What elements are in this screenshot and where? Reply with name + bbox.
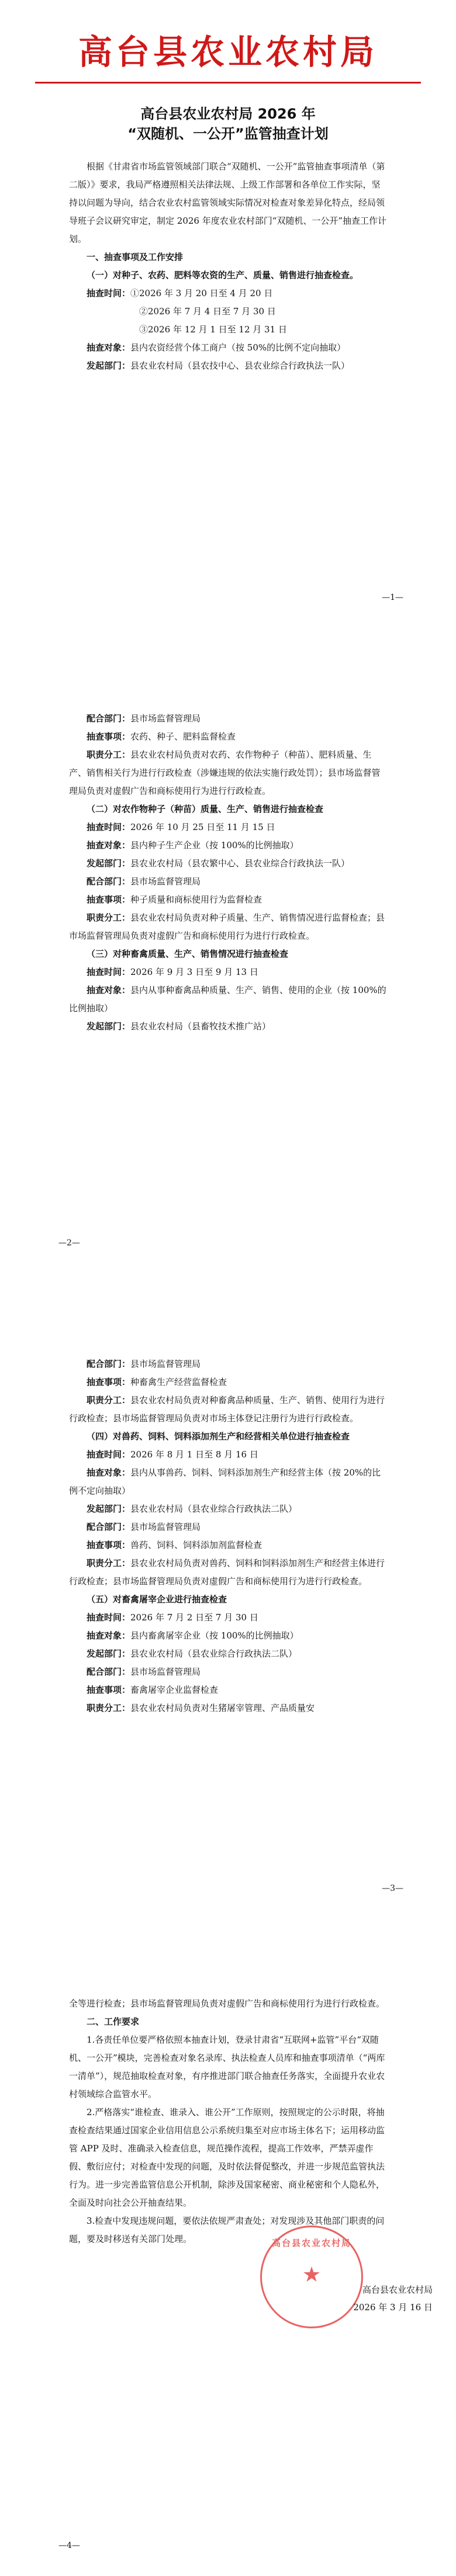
page-number-1: —1— xyxy=(382,593,403,602)
item-3-coop: 县市场监督管理局 xyxy=(130,1359,201,1369)
item-2-coop-label: 配合部门： xyxy=(87,876,131,887)
item-1-matter-label: 抽查事项： xyxy=(87,731,131,742)
item-3-initiator-label: 发起部门： xyxy=(87,1021,131,1032)
requirement-1: 1.各责任单位要严格依照本抽查计划，登录甘肃省“互联网+监管”平台“双随机、一公开”模块，完善检查对象名录库、执法检查人员库和抽查事项清单（“两库一清单”），规范抽取检查对象，有序推进部门联合抽查任务落实，全面提升农业农村领域综合监管水平。 xyxy=(69,2035,385,2099)
item-1-time-3: ③2026 年 12 月 1 日至 12 月 31 日 xyxy=(139,324,287,335)
section-1-heading: 一、抽查事项及工作安排 xyxy=(87,252,184,262)
item-3-object: 县内从事种畜禽品种质量、生产、销售、使用的企业（按 100%的比例抽取） xyxy=(69,985,386,1013)
item-2-initiator-label: 发起部门： xyxy=(87,858,131,869)
item-5-matter-label: 抽查事项： xyxy=(87,1685,131,1695)
seal-text: 高台县农业农村局 xyxy=(271,2238,351,2248)
item-5-coop-label: 配合部门： xyxy=(87,1667,131,1677)
item-5-initiator-label: 发起部门： xyxy=(87,1648,131,1659)
item-1-coop: 县市场监督管理局 xyxy=(130,713,201,724)
item-4-duty: 县农业农村局负责对兽药、饲料和饲料添加剂生产和经营主体进行行政检查；县市场监督管理局负责对虚假广告和商标使用行为进行行政检查。 xyxy=(69,1558,385,1586)
item-4-object-label: 抽查对象： xyxy=(87,1467,131,1478)
item-2-duty: 县农业农村局负责对种子质量、生产、销售情况进行监督检查；县市场监督管理局负责对虚假广告和商标使用行为进行行政检查。 xyxy=(69,912,385,941)
item-2-object-label: 抽查对象： xyxy=(87,840,131,850)
item-4-time-label: 抽查时间： xyxy=(87,1449,131,1460)
red-header-org: 高台县农业农村局 xyxy=(78,32,378,72)
page-1 xyxy=(0,0,456,645)
page-4-body xyxy=(69,1995,388,2248)
requirement-3: 3.检查中发现违规问题，要依法依规严肃查处；对发现涉及其他部门职责的问题，要及时移送有关部门处理。 xyxy=(69,2216,385,2244)
signature-date: 2026 年 3 月 16 日 xyxy=(353,2302,433,2313)
title-line-1: 高台县农业农村局 2026 年 xyxy=(140,106,316,122)
item-5-time: 2026 年 7 月 2 日至 7 月 30 日 xyxy=(130,1612,258,1623)
item-1-time-2: ②2026 年 7 月 4 日至 7 月 30 日 xyxy=(139,306,276,317)
item-1-duty-label: 职责分工： xyxy=(87,749,131,760)
item-2-time-label: 抽查时间： xyxy=(87,822,131,832)
item-4-initiator: 县农业农村局（县农业综合行政执法二队） xyxy=(130,1504,298,1514)
item-4-duty-label: 职责分工： xyxy=(87,1558,131,1568)
signature-org: 高台县农业农村局 xyxy=(362,2285,433,2295)
item-3-heading: （三）对种畜禽质量、生产、销售情况进行抽查检查 xyxy=(87,949,289,959)
item-1-coop-label: 配合部门： xyxy=(87,713,131,724)
item-2-initiator: 县农业农村局（县农繁中心、县农业综合行政执法一队） xyxy=(130,858,350,869)
item-2-matter-label: 抽查事项： xyxy=(87,894,131,905)
page-1-body xyxy=(69,158,388,375)
page-number-2: —2— xyxy=(58,1238,80,1248)
item-1-matter: 农药、种子、肥料监督检查 xyxy=(130,731,236,742)
item-5-object: 县内畜禽屠宰企业（按 100%的比例抽取） xyxy=(130,1630,299,1641)
item-1-initiator-label: 发起部门： xyxy=(87,360,131,371)
item-1-heading: （一）对种子、农药、肥料等农资的生产、质量、销售进行抽查检查。 xyxy=(87,270,359,280)
item-5-coop: 县市场监督管理局 xyxy=(130,1667,201,1677)
page-4 xyxy=(0,1936,456,2576)
item-2-heading: （二）对农作物种子（种苗）质量、生产、销售进行抽查检查 xyxy=(87,804,324,814)
item-4-coop: 县市场监督管理局 xyxy=(130,1522,201,1532)
page-2-body xyxy=(69,710,388,1036)
item-4-heading: （四）对兽药、饲料、饲料添加剂生产和经营相关单位进行抽查检查 xyxy=(87,1431,350,1442)
item-3-time: 2026 年 9 月 3 日至 9 月 13 日 xyxy=(130,967,258,977)
page-2 xyxy=(0,645,456,1291)
item-1-duty: 县农业农村局负责对农药、农作物种子（种苗）、肥料质量、生产、销售相关行为进行行政检查（涉嫌违规的依法实施行政处罚）；县市场监督管理局负责对虚假广告和商标使用行为进行行政检查。 xyxy=(69,749,381,796)
item-3-duty: 县农业农村局负责对种畜禽品种质量、生产、销售、使用行为进行行政检查；县市场监督管理局负责对市场主体登记注册行为进行行政检查。 xyxy=(69,1395,385,1424)
item-2-time: 2026 年 10 月 25 日至 11 月 15 日 xyxy=(130,822,275,832)
item-2-coop: 县市场监督管理局 xyxy=(130,876,201,887)
item-1-time-label: 抽查时间： xyxy=(87,288,131,298)
item-4-coop-label: 配合部门： xyxy=(87,1522,131,1532)
item-2-matter: 种子质量和商标使用行为监督检查 xyxy=(130,894,262,905)
item-4-object: 县内从事兽药、饲料、饲料添加剂生产和经营主体（按 20%的比例不定向抽取） xyxy=(69,1467,381,1496)
item-5-duty-label: 职责分工： xyxy=(87,1703,131,1713)
page-number-3: —3— xyxy=(382,1884,403,1893)
item-5-matter: 畜禽屠宰企业监督检查 xyxy=(130,1685,219,1695)
requirement-2: 2.严格落实“谁检查、谁录入、谁公开”工作原则，按照规定的公示时限，将抽查检查结果通过国家企业信用信息公示系统归集至对应市场主体名下；运用移动监管 APP 及时、准确录入检查信息，规范操作流程，提高工作效率，严禁弄虚作假、敷衍应付；对检查中发现的问题，及时依法督促整改，并进一步规范监管执法行为。进一步完善监管信息公开机制，除涉及国家秘密、商业秘密和个人隐私外，全面及时向社会公开抽查结果。 xyxy=(69,2107,385,2208)
item-3-object-label: 抽查对象： xyxy=(87,985,131,995)
item-4-matter: 兽药、饲料、饲料添加剂监督检查 xyxy=(130,1540,262,1550)
item-1-object-label: 抽查对象： xyxy=(87,342,131,353)
document-title xyxy=(0,104,456,144)
intro-paragraph: 根据《甘肃省市场监管领域部门联合“双随机、一公开”监管抽查事项清单（第二版）》要求，我局严格遵照相关法律法规、上级工作部署和各单位工作实际，坚持以问题为导向，结合农业农村监管领域实际情况对检查对象差异化特点，经局领导班子会议研究审定，制定 2026 年度农业农村部门“双随机、一公开”抽查工作计划。 xyxy=(69,161,387,244)
item-4-matter-label: 抽查事项： xyxy=(87,1540,131,1550)
item-5-duty-a: 县农业农村局负责对生猪屠宰管理、产品质量安 xyxy=(130,1703,315,1713)
section-2-heading: 二、工作要求 xyxy=(87,2016,140,2027)
page-3-body xyxy=(69,1355,388,1717)
item-5-heading: （五）对畜禽屠宰企业进行抽查检查 xyxy=(87,1594,227,1605)
item-5-object-label: 抽查对象： xyxy=(87,1630,131,1641)
item-3-initiator: 县农业农村局（县畜牧技术推广站） xyxy=(130,1021,271,1032)
item-2-duty-label: 职责分工： xyxy=(87,912,131,923)
red-header-rule xyxy=(35,82,421,84)
item-3-time-label: 抽查时间： xyxy=(87,967,131,977)
title-line-2: “双随机、一公开”监管抽查计划 xyxy=(127,126,329,142)
page-number-4: —4— xyxy=(58,2541,80,2550)
item-1-object: 县内农资经营个体工商户（按 50%的比例不定向抽取） xyxy=(130,342,346,353)
item-3-coop-label: 配合部门： xyxy=(87,1359,131,1369)
seal-star-icon: ★ xyxy=(302,2263,322,2287)
item-1-time-1: ①2026 年 3 月 20 日至 4 月 20 日 xyxy=(130,288,273,298)
item-5-initiator: 县农业农村局（县农业综合行政执法二队） xyxy=(130,1648,298,1659)
item-5-time-label: 抽查时间： xyxy=(87,1612,131,1623)
item-2-object: 县内种子生产企业（按 100%的比例抽取） xyxy=(130,840,299,850)
item-3-matter-label: 抽查事项： xyxy=(87,1377,131,1387)
item-1-initiator: 县农业农村局（县农技中心、县农业综合行政执法一队） xyxy=(130,360,350,371)
page-3 xyxy=(0,1291,456,1936)
item-3-duty-label: 职责分工： xyxy=(87,1395,131,1405)
item-5-duty-b: 全等进行检查；县市场监督管理局负责对虚假广告和商标使用行为进行行政检查。 xyxy=(69,1998,385,2009)
item-4-initiator-label: 发起部门： xyxy=(87,1504,131,1514)
item-3-matter: 种畜禽生产经营监督检查 xyxy=(130,1377,227,1387)
item-4-time: 2026 年 8 月 1 日至 8 月 16 日 xyxy=(130,1449,258,1460)
